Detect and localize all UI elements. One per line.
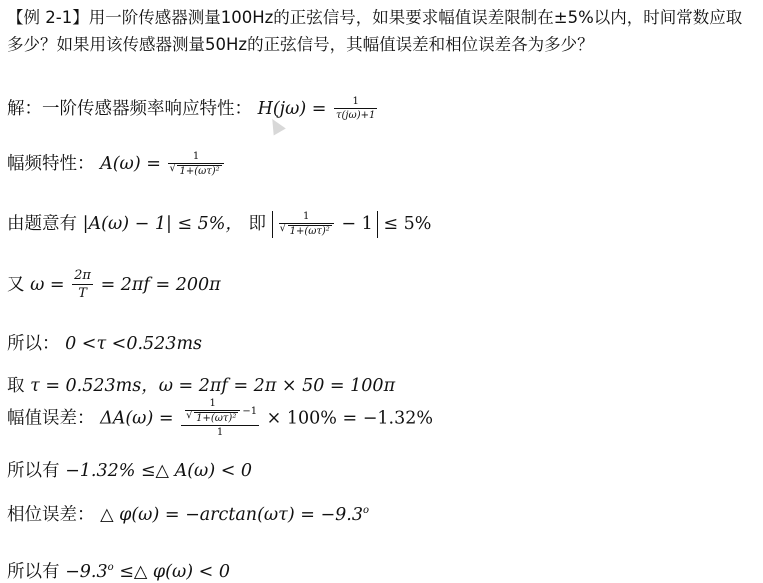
formula-lhs: ω = bbox=[30, 275, 65, 295]
solution-line-9 bbox=[7, 501, 369, 526]
fraction: $\frac{1}{\tau(j\omega)+1}$ bbox=[336, 96, 376, 121]
range: −1.32% ≤△ A(ω) < 0 bbox=[65, 461, 253, 481]
fraction: $\frac{2\pi}{T}$ bbox=[74, 268, 91, 301]
solution-line-4 bbox=[7, 268, 221, 302]
label: 由题意有 bbox=[7, 214, 77, 234]
formula-rhs: = 2πf = 200π bbox=[100, 275, 221, 295]
solution-line-2 bbox=[7, 150, 226, 178]
solution-line-8 bbox=[7, 457, 252, 482]
condition: |A(ω) − 1| ≤ 5%， bbox=[82, 214, 243, 234]
solution-line-10 bbox=[7, 558, 230, 583]
label: 又 bbox=[7, 275, 25, 295]
abs-expression: 1 √ 1+(ωτ)² − 1 bbox=[272, 211, 378, 238]
label: 幅频特性： bbox=[7, 154, 95, 174]
solution-line-1 bbox=[7, 95, 379, 122]
formula: △ φ(ω) = −arctan(ωτ) = −9.3 bbox=[100, 505, 363, 525]
label: 相位误差： bbox=[7, 505, 95, 525]
formula-lhs: A(ω) = bbox=[100, 154, 161, 174]
solution-line-3 bbox=[7, 210, 431, 238]
degree-symbol: o bbox=[107, 562, 114, 574]
range: 0 <τ <0.523ms bbox=[65, 334, 203, 354]
formula-lhs: H(jω) = bbox=[257, 99, 327, 119]
label: 所以有 bbox=[7, 562, 60, 582]
problem-statement: 【例 2-1】用一阶传感器测量100Hz的正弦信号，如果要求幅值误差限制在±5%以内，时间常数应取多少？如果用该传感器测量50Hz的正弦信号，其幅值误差和相位误差各为多少？ bbox=[7, 8, 743, 54]
label-ie: 即 bbox=[248, 214, 266, 234]
label: 所以有 bbox=[7, 461, 60, 481]
formula-lhs: ΔA(ω) = bbox=[100, 408, 174, 429]
fraction: 1 √ 1+(ωτ)² bbox=[279, 211, 334, 238]
label: 幅值误差： bbox=[7, 408, 95, 429]
solution-line-6 bbox=[7, 372, 395, 397]
fraction: 1 √ 1+(ωτ)² −1 1 bbox=[181, 398, 259, 439]
label: 解：一阶传感器频率响应特性： bbox=[7, 99, 252, 119]
solution-line-7 bbox=[7, 398, 433, 439]
values: τ = 0.523ms，ω = 2πf = 2π × 50 = 100π bbox=[30, 376, 396, 396]
range-start: −9.3 bbox=[65, 562, 108, 582]
label: 所以： bbox=[7, 334, 60, 354]
label: 取 bbox=[7, 376, 25, 396]
degree-symbol: o bbox=[362, 505, 369, 517]
range-end: ≤△ φ(ω) < 0 bbox=[119, 562, 230, 582]
solution-line-5 bbox=[7, 330, 202, 355]
fraction: 1 √ 1+(ωτ)² bbox=[168, 151, 223, 178]
condition-rhs: ≤ 5% bbox=[383, 214, 432, 234]
formula-rhs: × 100% = −1.32% bbox=[266, 408, 433, 429]
